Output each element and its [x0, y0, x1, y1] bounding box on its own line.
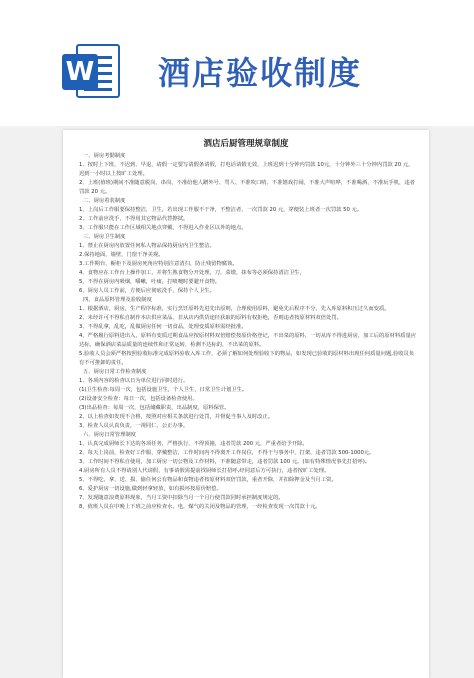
page-title: 酒店验收制度: [158, 54, 363, 92]
document-line: (1)卫生检查:每周一次，包括设施卫生，个人卫生，日常卫生计划卫生。: [79, 387, 248, 393]
document-line: 3、工作时间不得私自使用，加工厨房一切公物及工作材料，不准随意带走，违者罚款 100 元。(如有特殊情况事先打招呼)。: [79, 459, 371, 465]
document-line: 1、禁止在厨房内放置任何私人物品保持厨房内卫生整洁。: [79, 243, 215, 249]
document-line: (3)出品检查：每周一次，包括储藏职责，出品制度，原料保管。: [79, 405, 230, 411]
document-line: 3、工作服只能在工作区域相关地点穿戴，不得进入作业区以外的地点。: [79, 225, 247, 231]
word-document-icon: [62, 40, 124, 102]
document-line: 1、各项内容的检查以日为单位进行同时进行。: [79, 378, 189, 384]
document-line: 5、不得在厨房内吸烟，嚼嗽，吐痰，打喷嚏时要避开食物。: [79, 279, 221, 285]
document-line: 1、认真完成厨师长下达的各项任务，严格执行，不得顶撞，违者罚款 200 元，严重者给予开除。: [79, 441, 308, 447]
document-line: 3、不得乱拿，乱吃，乱做厨房任何一切食品，处理变质原料需经批准。: [79, 324, 247, 330]
document-line: 四、食品原料管理及验收制度: [83, 297, 152, 303]
banner-header: [0, 0, 474, 126]
document-line: 2、以上检查如发现不合格，按照对应相关条款进行处罚，并督促当事人及时改正。: [79, 414, 274, 420]
document-line: 3.工作期台，橱柜下及厨房死角应特别注意清扫，防止残留物腐蚀。: [79, 261, 238, 267]
document-line: 五、厨房日常工作检查制度: [83, 369, 147, 375]
document-line: 3、检查人员认真负责，一视同仁，公正办事。: [79, 423, 189, 429]
document-body: [79, 152, 417, 512]
document-line: 2、未经许可不得私自制作本店供应菜品、非从店内供货途径获取的原料有权拒绝，否则违者按原材料双倍处罚。: [79, 315, 342, 321]
document-line: 一、厨房考勤制度: [83, 153, 126, 159]
document-line: 2、上班(值班)期间不准随意脱岗、串岗、不准给他人蹭外号、骂人、不准吹口哨、不准嬉戏打闹，不准大声喧哗，不准喝酒，不准玩手机，违者罚款 20 元。: [79, 180, 415, 195]
document-line: 4、严格履行原料进出入，原料有变质过期食品应按原材料双倍赔偿按原价格登记，不出菜的原料，一切从库不得进厨房，加工后的原材料质量应达标，确保酒店菜品质量的连续性和正常运转，检测不达标的，不出菜的原料。: [79, 333, 417, 348]
document-line: 4、食物应在工作台上操作加工，并将生熟食物分开处理，刀，菜墩，抹布等必须保持清洁卫生，: [79, 270, 305, 276]
document-line: 5、不得吃、拿、送、损、偷任何公有物品和食物违者按原材料双倍罚款，重者开除，并扣除押金及当月工资。: [79, 477, 337, 483]
document-line: 6、厨房人员工作前，方便后应彻底洗手，保持个人卫生。: [79, 288, 215, 294]
document-line: 2.保持地面，墙壁，门窗干净美观。: [79, 252, 164, 258]
word-badge: W: [62, 54, 98, 90]
document-line: 6、爱护厨房一切设施,做到轻拿轻放，如有损坏按原价赔偿。: [79, 486, 222, 492]
document-line: 7、发现随意浪费原料现象，当月工资中扣除当月一个月行使罚款同时承担制度规定的。: [79, 495, 284, 501]
document-line: 1、上岗后工作服要保持整洁，卫生，若出现工作服不干净，不整洁者，一次罚款 20 元，穿便装上班者一次罚款 50 元。: [79, 207, 363, 213]
document-line: 8、值班人员在中晚上下班之前应检查水，电，煤气的关闭及物品的管理，一经检查发现一次罚款十元。: [79, 504, 321, 510]
document-title: 酒店后厨管理规章制度: [203, 139, 289, 149]
document-line: 六、厨房日常管理制度: [83, 432, 136, 438]
document-line: 1、按时上下班，不迟到、早退，请假一定要写请假条请假，打电话请假无效，上班迟到十分钟内罚款 10元，十分钟外三十分钟内罚款 20 元，迟到一小时以上按旷工处理。: [79, 162, 414, 177]
document-line: 三、厨房卫生制度: [83, 234, 126, 240]
document-page: [63, 130, 429, 678]
document-line: 2、工作前应洗手，不得用其它物品代替擦拭。: [79, 216, 189, 222]
document-line: 2、每天上岗前，检查好工作服，穿戴整洁，工作时间内不得离开工作岗位，不得干与事务中，打架，违者罚款 500-1000元。: [79, 450, 375, 456]
document-line: 二、厨房着装制度: [83, 198, 126, 204]
document-line: (2)设备安全检查：每日一次，包括设备检查使用。: [79, 396, 198, 402]
document-line: 5.验收人员会须严格按照验收标准完成原料验收入库工作，必须了解如何处理验收下的物品，如发现已验收的原材料出现任何质量问题,验收员负有不可推卸的责任。: [79, 351, 415, 366]
document-line: 4.厨房所有人员不得请别人代请假，有事请假需提前找厨师长打招呼,经同意后方可执行，违者按旷工处理。: [79, 468, 330, 474]
document-line: 1、根据酒店，厨房，生产程序标准，实行烹饪原料先进先出原则，合理使用原料，避免先后程序不分，先入库原料积压过久而变质。: [79, 306, 390, 312]
